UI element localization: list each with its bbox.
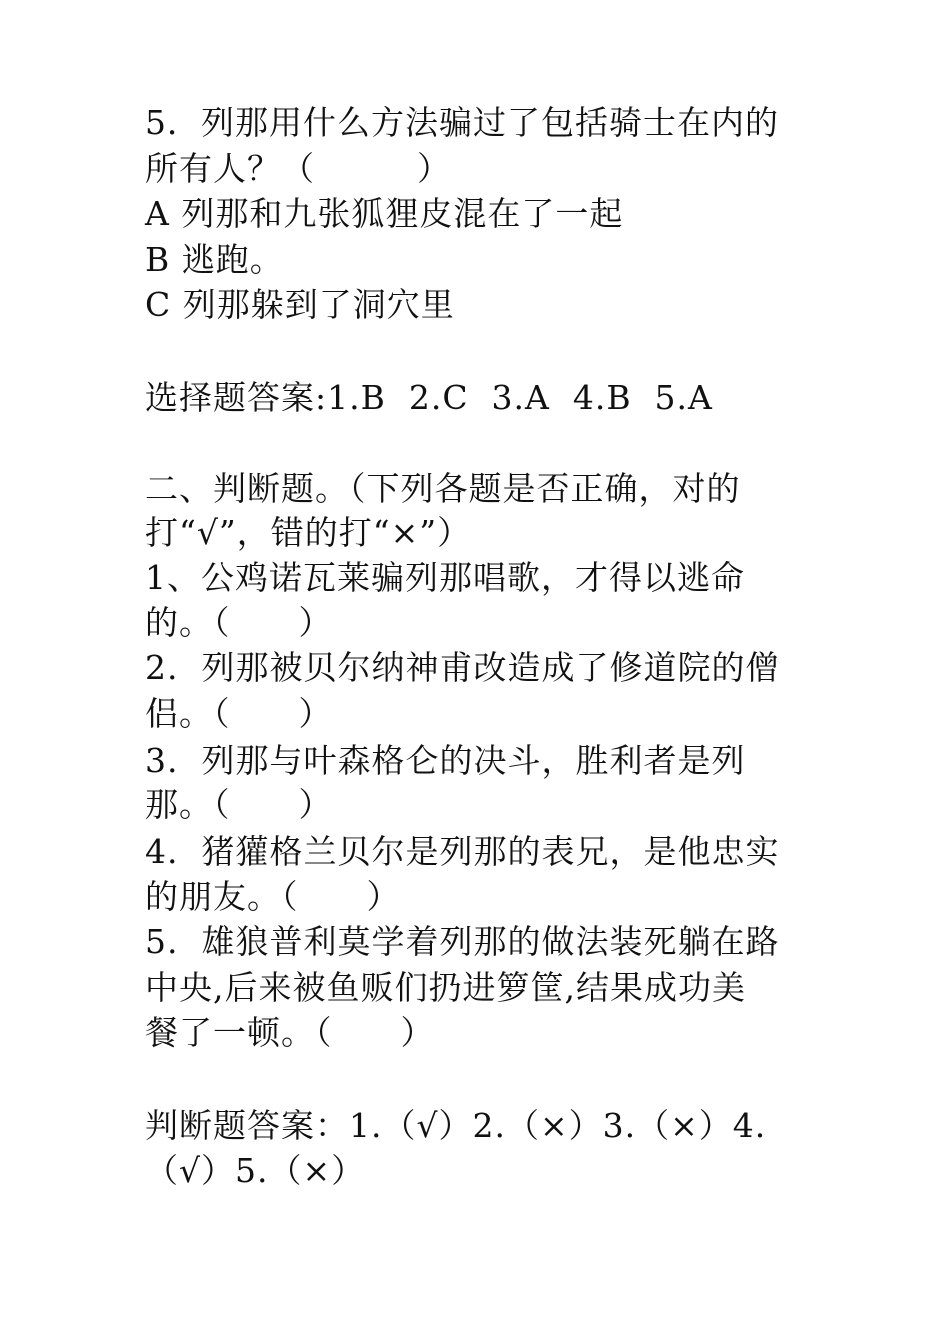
- choice-answers: 选择题答案:1.B 2.C 3.A 4.B 5.A: [145, 378, 713, 417]
- judgment-item-2-line1: 2. 列那被贝尔纳神甫改造成了修道院的僧: [145, 648, 780, 687]
- judgment-item-4-line2: 的朋友。（ ）: [145, 877, 401, 916]
- judgment-item-1-line2: 的。（ ）: [145, 603, 333, 642]
- judgment-answers-line2: （√）5.（×）: [145, 1151, 366, 1190]
- judgment-answers-line1: 判断题答案：1.（√）2.（×）3.（×）4.: [145, 1106, 767, 1145]
- judgment-item-2-line2: 侣。（ ）: [145, 694, 333, 733]
- judgment-item-5-line3: 餐了一顿。（ ）: [145, 1013, 435, 1052]
- judgment-item-4-line1: 4. 猪獾格兰贝尔是列那的表兄，是他忠实: [145, 832, 780, 871]
- question5-option-a: A 列那和九张狐狸皮混在了一起: [145, 194, 624, 233]
- question5-option-c: C 列那躲到了洞穴里: [145, 285, 455, 324]
- question5-stem-line1: 5．列那用什么方法骗过了包括骑士在内的: [145, 103, 779, 142]
- judgment-item-3-line1: 3. 列那与叶森格仑的决斗，胜利者是列: [145, 741, 746, 780]
- question5-option-b: B 逃跑。: [145, 240, 284, 279]
- judgment-item-1-line1: 1、公鸡诺瓦莱骗列那唱歌，才得以逃命: [145, 558, 745, 597]
- question5-stem-line2: 所有人？（ ）: [145, 149, 451, 188]
- judgment-item-5-line1: 5. 雄狼普利莫学着列那的做法装死躺在路: [145, 922, 780, 961]
- judgment-heading-line2: 打“√”，错的打“×”）: [145, 513, 472, 552]
- judgment-heading-line1: 二、判断题。（下列各题是否正确，对的: [145, 469, 741, 508]
- judgment-item-5-line2: 中央,后来被鱼贩们扔进箩筐,结果成功美: [145, 968, 746, 1007]
- judgment-item-3-line2: 那。（ ）: [145, 785, 333, 824]
